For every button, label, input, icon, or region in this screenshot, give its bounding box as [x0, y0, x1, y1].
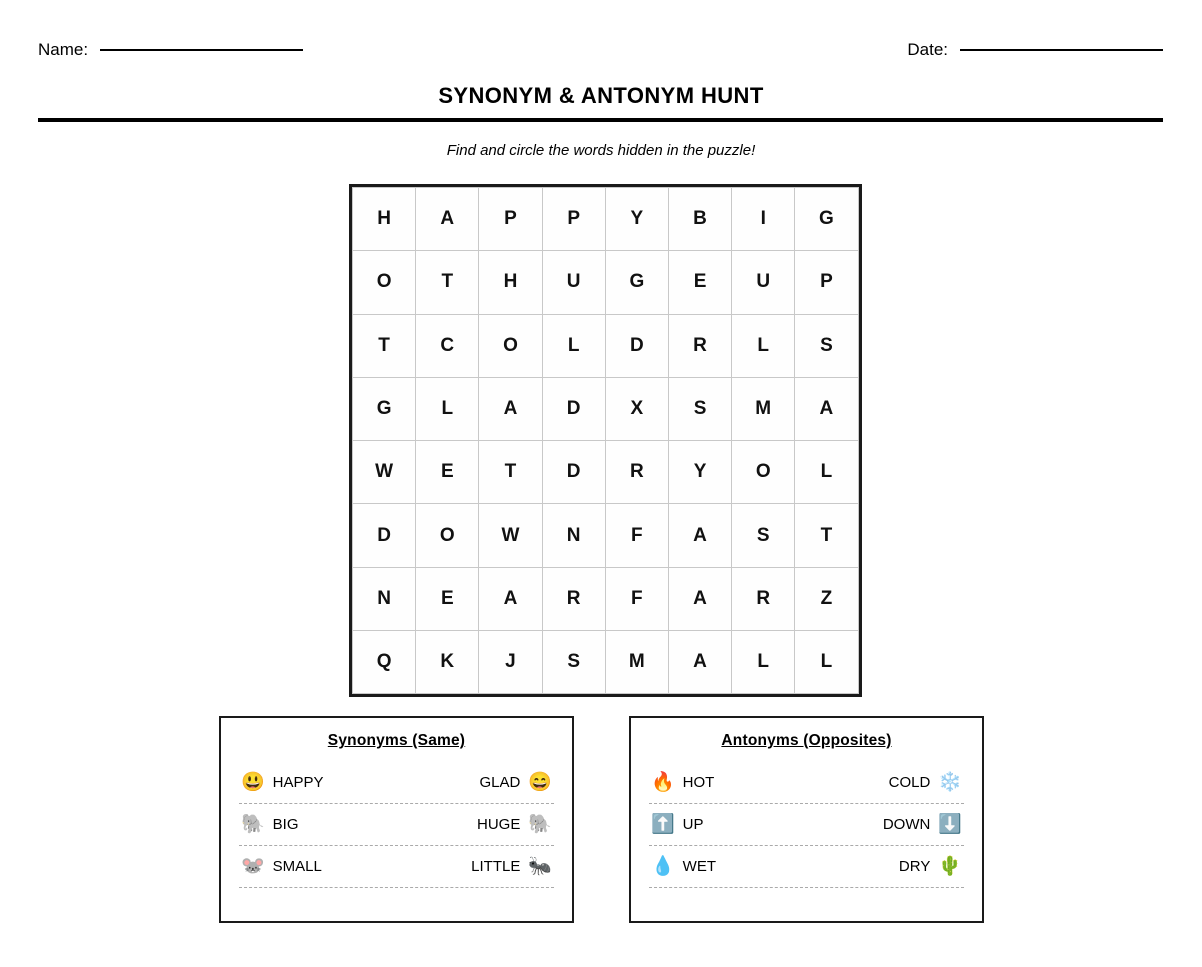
word-label: HAPPY	[272, 773, 324, 791]
word-label: DRY	[898, 857, 931, 875]
puzzle-cell[interactable]: P	[795, 251, 858, 314]
puzzle-cell[interactable]: A	[668, 631, 731, 694]
grinning-squinting-face-icon: 😄	[528, 771, 552, 793]
puzzle-cell[interactable]: G	[605, 251, 668, 314]
down-arrow-icon: ⬇️	[938, 813, 962, 835]
puzzle-row	[353, 377, 859, 440]
puzzle-cell[interactable]: C	[416, 314, 479, 377]
puzzle-body	[353, 188, 859, 694]
puzzle-cell[interactable]: S	[732, 504, 795, 567]
name-label: Name:	[38, 40, 89, 59]
word-pair-left	[241, 815, 299, 834]
name-write-line[interactable]	[100, 49, 303, 51]
word-label: WET	[682, 857, 716, 875]
puzzle-cell[interactable]: S	[795, 314, 858, 377]
puzzle-cell[interactable]: I	[732, 188, 795, 251]
word-label: LITTLE	[471, 857, 521, 875]
word-pair-row	[239, 846, 554, 888]
puzzle-cell[interactable]: D	[605, 314, 668, 377]
word-pair-right	[479, 773, 552, 792]
puzzle-cell[interactable]: P	[479, 188, 542, 251]
title-divider	[38, 118, 1163, 122]
puzzle-cell[interactable]: R	[732, 567, 795, 630]
word-label: COLD	[888, 773, 931, 791]
puzzle-cell[interactable]: M	[732, 377, 795, 440]
puzzle-cell[interactable]: X	[605, 377, 668, 440]
puzzle-cell[interactable]: L	[795, 441, 858, 504]
puzzle-cell[interactable]: D	[542, 441, 605, 504]
word-pair-right	[899, 857, 962, 876]
puzzle-cell[interactable]: L	[795, 631, 858, 694]
puzzle-cell[interactable]: P	[542, 188, 605, 251]
puzzle-row	[353, 631, 859, 694]
puzzle-cell[interactable]: F	[605, 504, 668, 567]
puzzle-cell[interactable]: D	[542, 377, 605, 440]
word-label: SMALL	[272, 857, 322, 875]
droplet-icon: 💧	[651, 855, 675, 877]
puzzle-row	[353, 441, 859, 504]
puzzle-table	[352, 187, 859, 694]
date-write-line[interactable]	[960, 49, 1163, 51]
puzzle-cell[interactable]: S	[668, 377, 731, 440]
grinning-face-icon: 😃	[241, 771, 265, 793]
antonyms-heading: Antonyms (Opposites)	[721, 732, 892, 749]
antonyms-pair-list	[649, 762, 964, 888]
puzzle-cell[interactable]: E	[416, 567, 479, 630]
snowflake-icon: ❄️	[938, 771, 962, 793]
puzzle-cell[interactable]: N	[542, 504, 605, 567]
puzzle-cell[interactable]: R	[542, 567, 605, 630]
name-date-row	[38, 38, 1163, 62]
word-pair-right	[889, 773, 962, 792]
puzzle-cell[interactable]: R	[605, 441, 668, 504]
puzzle-cell[interactable]: O	[732, 441, 795, 504]
puzzle-cell[interactable]: K	[416, 631, 479, 694]
puzzle-cell[interactable]: A	[479, 377, 542, 440]
antonyms-word-bank	[629, 716, 984, 923]
puzzle-cell[interactable]: G	[795, 188, 858, 251]
puzzle-cell[interactable]: D	[353, 504, 416, 567]
puzzle-cell[interactable]: W	[353, 441, 416, 504]
ant-icon: 🐜	[528, 855, 552, 877]
puzzle-cell[interactable]: A	[668, 504, 731, 567]
word-pair-row	[239, 762, 554, 804]
word-pair-left	[241, 773, 324, 792]
word-pair-row	[649, 804, 964, 846]
synonyms-heading: Synonyms (Same)	[327, 732, 466, 749]
puzzle-cell[interactable]: L	[732, 314, 795, 377]
puzzle-cell[interactable]: U	[732, 251, 795, 314]
word-search-grid[interactable]	[349, 184, 862, 697]
puzzle-cell[interactable]: S	[542, 631, 605, 694]
word-pair-left	[651, 773, 714, 792]
word-label: UP	[682, 815, 704, 833]
word-pair-right	[883, 815, 962, 834]
date-label: Date:	[907, 40, 948, 59]
puzzle-cell[interactable]: Y	[668, 441, 731, 504]
puzzle-cell[interactable]: T	[795, 504, 858, 567]
puzzle-cell[interactable]: A	[668, 567, 731, 630]
puzzle-cell[interactable]: T	[353, 314, 416, 377]
puzzle-cell[interactable]: A	[479, 567, 542, 630]
synonyms-pair-list	[239, 762, 554, 888]
puzzle-row	[353, 504, 859, 567]
puzzle-cell[interactable]: O	[353, 251, 416, 314]
puzzle-cell[interactable]: T	[479, 441, 542, 504]
puzzle-cell[interactable]: A	[416, 188, 479, 251]
word-pair-row	[649, 846, 964, 888]
puzzle-cell[interactable]: Z	[795, 567, 858, 630]
puzzle-cell[interactable]: J	[479, 631, 542, 694]
puzzle-cell[interactable]: L	[416, 377, 479, 440]
puzzle-cell[interactable]: W	[479, 504, 542, 567]
puzzle-cell[interactable]: E	[416, 441, 479, 504]
puzzle-cell[interactable]: A	[795, 377, 858, 440]
puzzle-cell[interactable]: T	[416, 251, 479, 314]
word-label: DOWN	[882, 815, 931, 833]
mouse-face-icon: 🐭	[241, 855, 265, 877]
elephant-icon: 🐘	[528, 813, 552, 835]
puzzle-cell[interactable]: H	[353, 188, 416, 251]
word-label: GLAD	[479, 773, 521, 791]
word-pair-left	[651, 815, 704, 834]
puzzle-row	[353, 314, 859, 377]
word-label: HOT	[682, 773, 715, 791]
puzzle-cell[interactable]: L	[542, 314, 605, 377]
puzzle-cell[interactable]: M	[605, 631, 668, 694]
word-pair-row	[239, 804, 554, 846]
word-label: BIG	[272, 815, 299, 833]
word-pair-left	[241, 857, 322, 876]
puzzle-cell[interactable]: F	[605, 567, 668, 630]
up-arrow-icon: ⬆️	[651, 813, 675, 835]
puzzle-cell[interactable]: L	[732, 631, 795, 694]
word-pair-left	[651, 857, 716, 876]
puzzle-cell[interactable]: U	[542, 251, 605, 314]
name-field[interactable]	[38, 40, 303, 60]
puzzle-cell[interactable]: O	[416, 504, 479, 567]
puzzle-cell[interactable]: B	[668, 188, 731, 251]
date-field[interactable]	[907, 40, 1163, 60]
cactus-icon: 🌵	[938, 855, 962, 877]
puzzle-cell[interactable]: N	[353, 567, 416, 630]
puzzle-cell[interactable]: E	[668, 251, 731, 314]
word-pair-row	[649, 762, 964, 804]
word-pair-right	[477, 815, 552, 834]
instructions-text: Find and circle the words hidden in the puzzle!	[446, 142, 756, 159]
synonyms-word-bank	[219, 716, 574, 923]
page-title: SYNONYM & ANTONYM HUNT	[438, 83, 764, 108]
puzzle-cell[interactable]: H	[479, 251, 542, 314]
puzzle-cell[interactable]: Q	[353, 631, 416, 694]
puzzle-cell[interactable]: G	[353, 377, 416, 440]
puzzle-cell[interactable]: O	[479, 314, 542, 377]
puzzle-cell[interactable]: R	[668, 314, 731, 377]
word-label: HUGE	[476, 815, 521, 833]
puzzle-cell[interactable]: Y	[605, 188, 668, 251]
puzzle-row	[353, 251, 859, 314]
elephant-icon: 🐘	[241, 813, 265, 835]
word-pair-right	[471, 857, 552, 876]
puzzle-row	[353, 188, 859, 251]
fire-icon: 🔥	[651, 771, 675, 793]
puzzle-row	[353, 567, 859, 630]
